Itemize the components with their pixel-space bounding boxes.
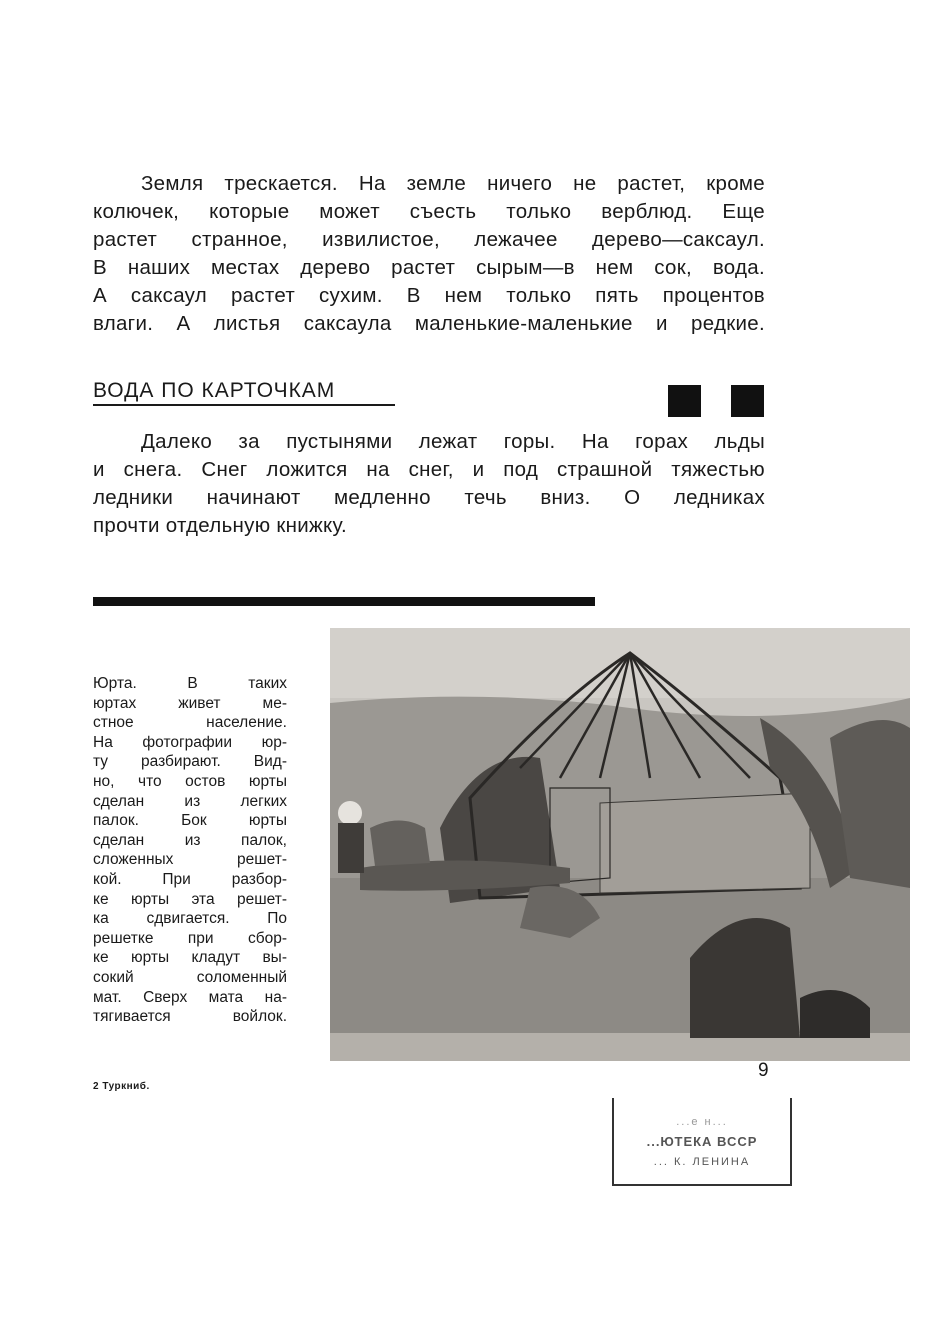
caption-line: решетке при сбор-: [93, 929, 287, 947]
caption-line: сделан из палок,: [93, 831, 287, 849]
yurt-photo-image: [330, 628, 910, 1061]
section-heading: ВОДА ПО КАРТОЧКАМ: [93, 379, 395, 406]
caption-line: На фотографии юр-: [93, 733, 287, 751]
caption-line: ке юрты эта решет-: [93, 890, 287, 908]
paragraph-line: растет странное, извилистое, лежачее дерево—саксаул.: [93, 228, 765, 251]
paragraph-line: Земля трескается. На земле ничего не растет, кроме: [141, 172, 765, 195]
caption-line: мат. Сверх мата на-: [93, 988, 287, 1006]
caption-line: сделан из легких: [93, 792, 287, 810]
decorative-square: [731, 385, 764, 417]
paragraph-line: В наших местах дерево растет сырым—в нем сок, вода.: [93, 256, 765, 279]
paragraph-saxaul: [93, 170, 765, 338]
paragraph-line: колючек, которые может съесть только верблюд. Еще: [93, 200, 765, 223]
paragraph-line: влаги. А листья саксаула маленькие-маленькие и редкие.: [93, 312, 765, 335]
caption-line: юртах живет ме-: [93, 694, 287, 712]
paragraph-line: А саксаул растет сухим. В нем только пять процентов: [93, 284, 765, 307]
caption-line: палок. Бок юрты: [93, 812, 287, 830]
caption-line: но, что остов юрты: [93, 772, 287, 790]
caption-line: ту разбирают. Вид-: [93, 753, 287, 771]
caption-line: Юрта. В таких: [93, 675, 287, 692]
paragraph-line: прочти отдельную книжку.: [93, 514, 348, 537]
decorative-square: [668, 385, 701, 417]
yurt-photo: [330, 628, 910, 1061]
paragraph-line: Далеко за пустынями лежат горы. На горах льды: [141, 430, 765, 453]
photo-caption: [93, 674, 287, 1027]
footnote: 2 Туркниб.: [93, 1081, 150, 1092]
caption-line: сложенных решет-: [93, 851, 287, 869]
paragraph-line: ледники начинают медленно течь вниз. О ледниках: [93, 486, 765, 509]
page-number: 9: [758, 1060, 769, 1081]
stamp-line: ...ЮТЕКА ВССР: [646, 1134, 758, 1149]
caption-line: кой. При разбор-: [93, 870, 287, 888]
caption-line: ка сдвигается. По: [93, 910, 287, 928]
paragraph-glaciers: [93, 428, 765, 540]
paragraph-line: и снега. Снег ложится на снег, и под страшной тяжестью: [93, 458, 765, 481]
horizontal-rule: [93, 597, 595, 606]
stamp-line: ...е н...: [676, 1116, 728, 1128]
caption-line: тягивается войлок.: [93, 1008, 287, 1026]
stamp-line: ... К. ЛЕНИНА: [653, 1156, 751, 1168]
caption-line: сокий соломенный: [93, 968, 287, 986]
caption-line: ке юрты кладут вы-: [93, 949, 287, 967]
library-stamp: [612, 1098, 792, 1186]
caption-line: стное население.: [93, 714, 287, 732]
